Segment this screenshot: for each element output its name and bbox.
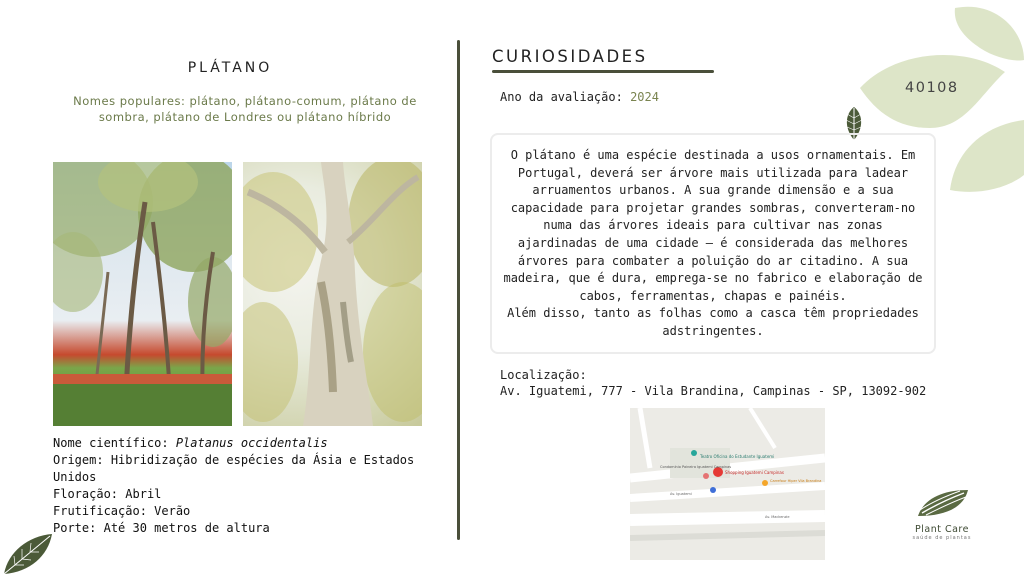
origin-row [53, 452, 433, 486]
year-value: 2024 [630, 90, 659, 104]
flowering-row [53, 486, 433, 503]
vertical-divider [457, 40, 460, 540]
location-map[interactable] [630, 408, 825, 560]
flowering-value: Abril [125, 487, 162, 501]
brand-tagline: saúde de plantas [912, 535, 972, 541]
curiosities-paragraph: Além disso, tanto as folhas como a casca têm propriedades adstringentes. [507, 306, 919, 338]
fruiting-label: Frutificação: [53, 504, 147, 518]
map-label-street-2: Av. Mackenzie [765, 515, 790, 519]
origin-label: Origem: [53, 453, 104, 467]
plant-care-logo [900, 488, 984, 541]
size-value: Até 30 metros de altura [103, 521, 270, 535]
scientific-name-row [53, 435, 433, 452]
location-address: Av. Iguatemi, 777 - Vila Brandina, Campinas - SP, 13092-902 [500, 384, 927, 398]
brand-name: Plant Care [915, 524, 969, 535]
heading-underline [492, 70, 714, 73]
plant-title: PLÁTANO [187, 60, 273, 76]
map-label-poi-3: Condomínio Paineira Iguatemi Campinas [660, 465, 732, 469]
map-label-poi-2: Shopping Iguatemi Campinas [725, 470, 784, 475]
location-label: Localização: [500, 368, 587, 382]
logo-leaf-icon [914, 488, 970, 518]
plant-code: 40108 [905, 80, 959, 96]
size-row [53, 520, 433, 537]
leaf-icon [0, 530, 55, 576]
plant-facts [53, 435, 433, 537]
map-label-poi-1: Teatro Oficina do Estudante Iguatemi [700, 454, 775, 459]
origin-value: Hibridização de espécies da Ásia e Estados Unidos [53, 453, 415, 484]
flowering-label: Floração: [53, 487, 119, 501]
fruiting-row [53, 503, 433, 520]
curiosities-heading: CURIOSIDADES [492, 47, 648, 66]
tree-alley-photo [53, 162, 232, 426]
year-label: Ano da avaliação: [500, 90, 623, 104]
map-label-street-1: Av. Iguatemi [670, 492, 692, 496]
popular-names: Nomes populares: plátano, plátano-comum, plátano de sombra, plátano de Londres ou plátano híbrido [73, 94, 417, 124]
scientific-name-value: Platanus occidentalis [175, 436, 328, 450]
curiosities-text-box [490, 133, 936, 354]
map-label-poi-4: Carrefour Hiper Vila Brandina [770, 479, 822, 483]
scientific-name-label: Nome científico: [53, 436, 169, 450]
evaluation-year [500, 90, 659, 104]
curiosities-paragraph: O plátano é uma espécie destinada a usos ornamentais. Em Portugal, deverá ser árvore mais utilizada para ladear arruamentos urbanos. A sua grande dimensão e a sua capacidade para projetar grandes sombras, converteram-no numa das árvores ideais para cultivar nas zonas ajardinadas de uma cidade – é considerada das melhores árvores para combater a poluição do ar citadino. A sua madeira, que é dura, emprega-se no fabrico e elaboração de cabos, ferramentas, chapas e painéis. [503, 148, 923, 303]
fruiting-value: Verão [154, 504, 191, 518]
trunk-photo [243, 162, 422, 426]
size-label: Porte: [53, 521, 97, 535]
